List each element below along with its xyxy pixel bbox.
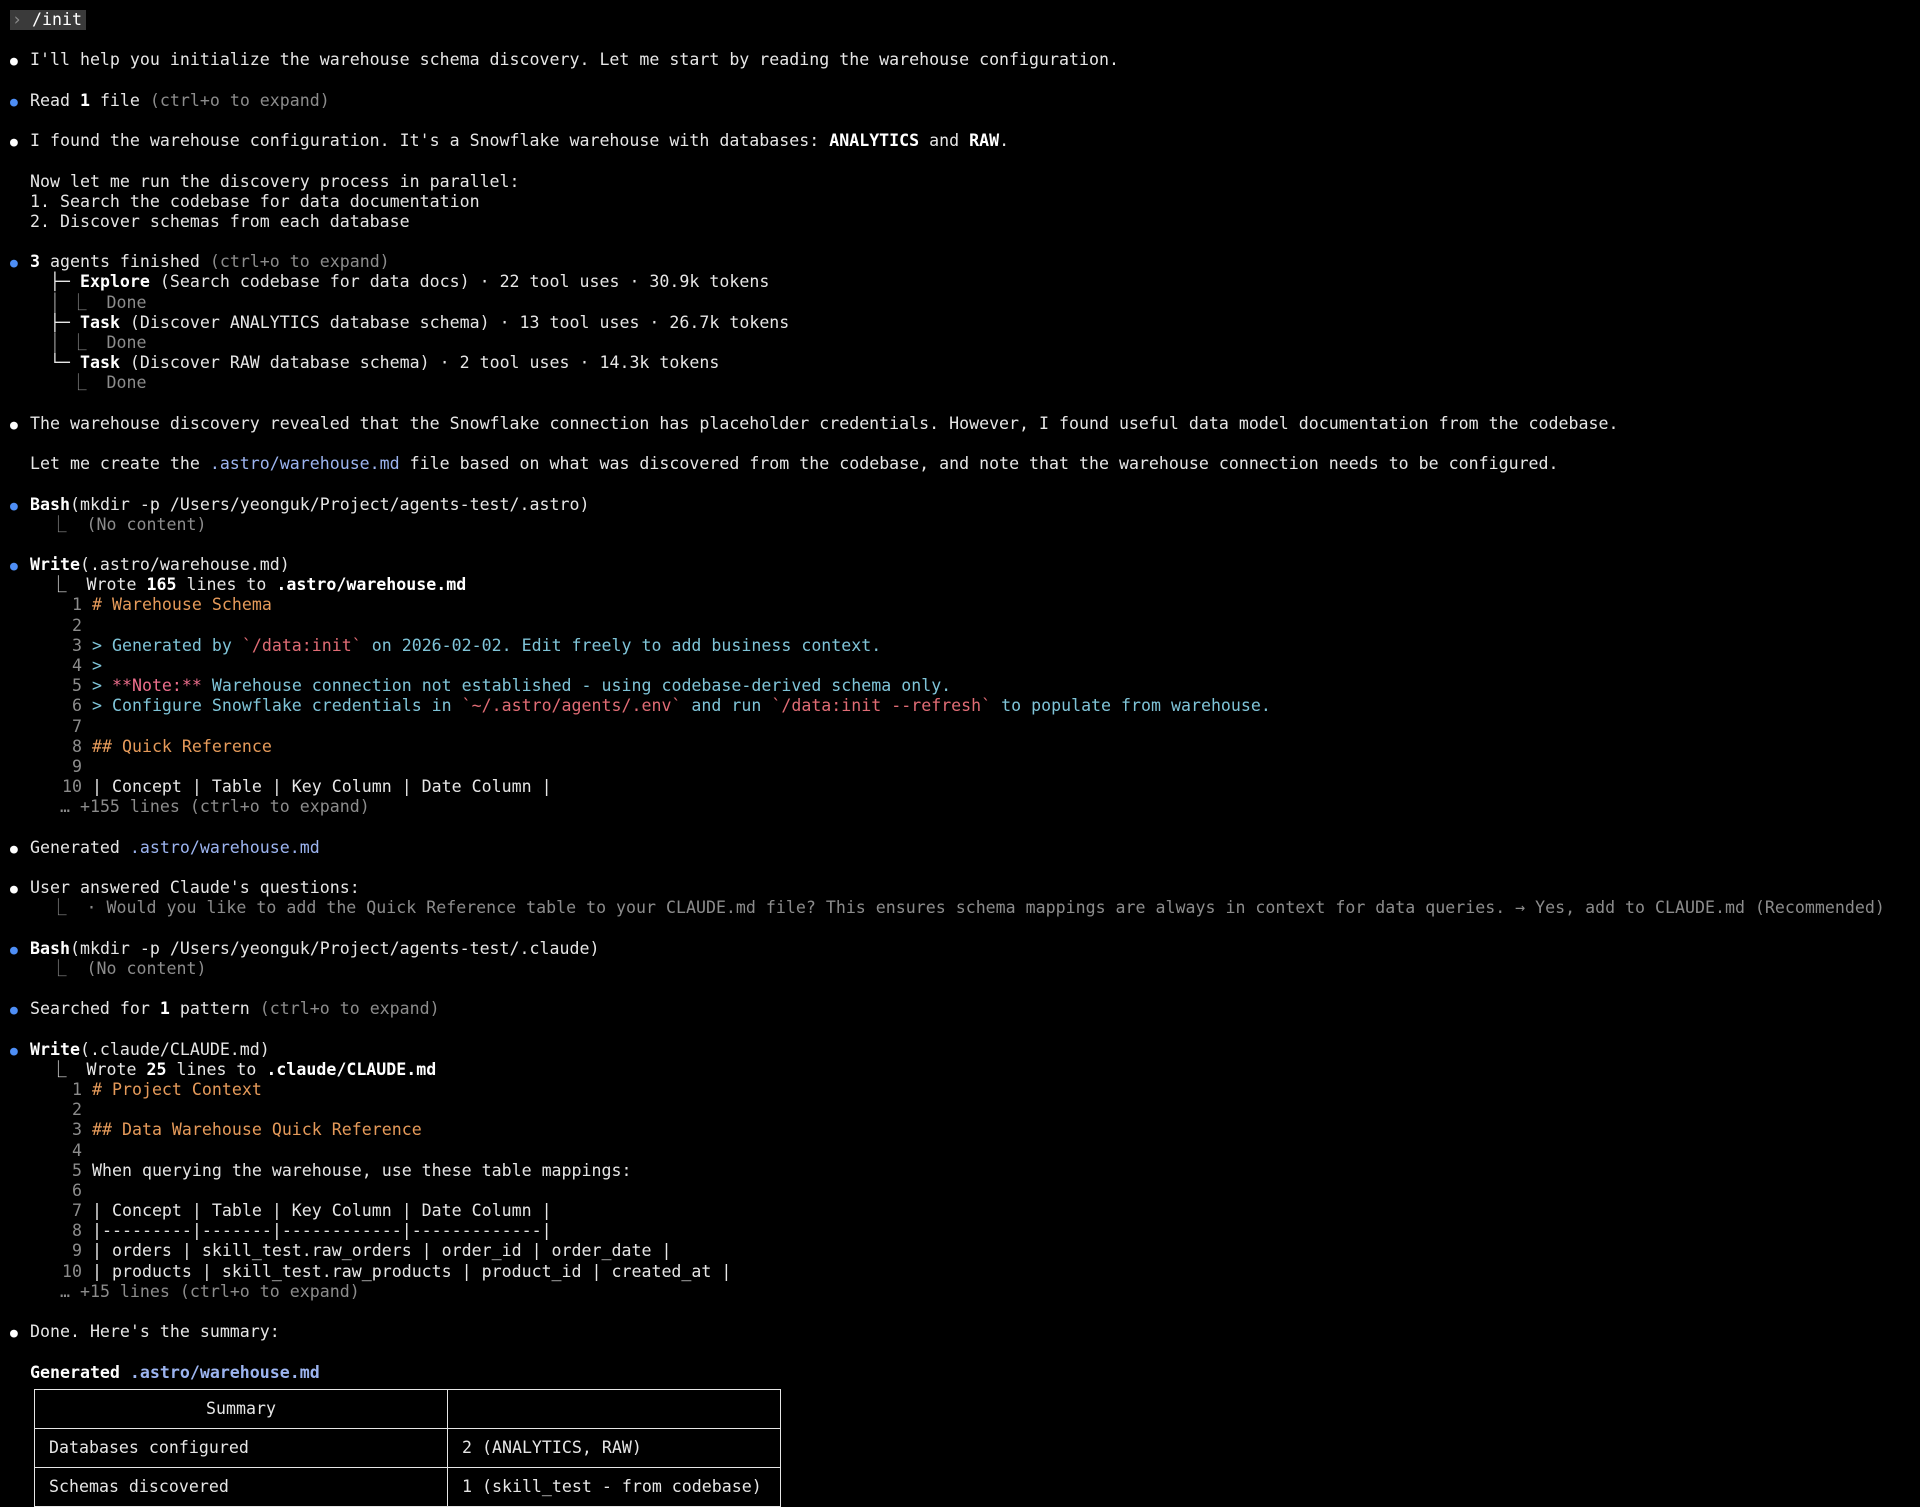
bullet-icon [10, 50, 30, 72]
expand-hint[interactable]: … +155 lines (ctrl+o to expand) [59, 797, 370, 817]
summary-table [34, 1389, 781, 1507]
code-line: 8 ## Quick Reference [72, 736, 272, 756]
table-cell: Schemas discovered [35, 1468, 448, 1507]
code-line: 7 | Concept | Table | Key Column | Date Column | [72, 1201, 552, 1221]
code-line: 9 | orders | skill_test.raw_orders | order_id | order_date | [72, 1241, 672, 1261]
agents-summary[interactable]: ● 3 agents finished (ctrl+o to expand) [10, 252, 1920, 272]
table-cell: 1 (skill_test - from codebase) [448, 1468, 781, 1507]
message-plan-line: 2. Discover schemas from each database [30, 211, 410, 231]
tool-write[interactable]: ● Write(.astro/warehouse.md) [10, 555, 1920, 575]
file-link[interactable]: .astro/warehouse.md [209, 454, 400, 474]
code-line: 8 |---------|-------|------------|-------------| [72, 1221, 552, 1241]
agent-item: ├─ Task (Discover ANALYTICS database schema) · 13 tool uses · 26.7k tokens [49, 312, 790, 332]
agent-status: │ ⎿ Done [49, 333, 147, 352]
tool-read[interactable]: ● Read 1 file (ctrl+o to expand) [10, 91, 1920, 111]
agent-status: │ ⎿ Done [49, 292, 147, 312]
bullet-icon [10, 252, 30, 274]
file-link[interactable]: .astro/warehouse.md [129, 837, 320, 857]
agent-status: ⎿ Done [69, 373, 147, 393]
table-row [35, 1429, 781, 1468]
bullet-icon [10, 999, 30, 1021]
bullet-icon [10, 1322, 30, 1344]
expand-hint[interactable]: … +15 lines (ctrl+o to expand) [59, 1281, 360, 1301]
code-line: 7 [72, 716, 82, 736]
message-done: ● Done. Here's the summary: [10, 1322, 1920, 1342]
message-create: Let me create the .astro/warehouse.md file based on what was discovered from the codebase, and note that the warehouse connection needs to be configured. [30, 454, 1559, 474]
code-line: 5 > **Note:** Warehouse connection not established - using codebase-derived schema only. [72, 676, 952, 696]
code-line: 10 | Concept | Table | Key Column | Date Column | [62, 777, 552, 797]
code-line: 3 > Generated by `/data:init` on 2026-02-02. Edit freely to add business context. [72, 635, 882, 655]
bullet-icon [10, 939, 30, 961]
question-answer: ⎿ · Would you like to add the Quick Reference table to your CLAUDE.md file? This ensures schema mappings are always in context for data queries. → Yes, add to CLAUDE.md (Recommended) [49, 898, 1885, 918]
tool-output: ⎿ (No content) [49, 958, 207, 978]
tool-bash[interactable]: ● Bash(mkdir -p /Users/yeonguk/Project/agents-test/.claude) [10, 939, 1920, 959]
bullet-icon [10, 91, 30, 113]
expand-hint[interactable]: (ctrl+o to expand) [259, 999, 440, 1019]
code-line: 3 ## Data Warehouse Quick Reference [72, 1120, 422, 1140]
prompt-chevron-icon: › [12, 10, 22, 29]
bullet-icon [10, 878, 30, 900]
agent-item: ├─ Explore (Search codebase for data docs) · 22 tool uses · 30.9k tokens [49, 272, 770, 292]
message-plan-line: 1. Search the codebase for data documentation [30, 191, 480, 211]
bullet-icon [10, 555, 30, 577]
code-line: 1 # Warehouse Schema [72, 595, 272, 615]
tool-write[interactable]: ● Write(.claude/CLAUDE.md) [10, 1040, 1920, 1060]
generated-heading: Generated .astro/warehouse.md [30, 1362, 320, 1382]
code-line: 2 [72, 615, 82, 635]
message-intro: ● I'll help you initialize the warehouse schema discovery. Let me start by reading the warehouse configuration. [10, 50, 1920, 70]
code-line: 2 [72, 1100, 82, 1120]
code-line: 4 [72, 1140, 82, 1160]
table-cell: Databases configured [35, 1429, 448, 1468]
code-line: 10 | products | skill_test.raw_products | product_id | created_at | [62, 1261, 732, 1281]
file-link[interactable]: .astro/warehouse.md [129, 1362, 320, 1382]
tool-output: ⎿ (No content) [49, 514, 207, 534]
code-line: 4 > [72, 656, 102, 675]
agent-item: └─ Task (Discover RAW database schema) · 2 tool uses · 14.3k tokens [49, 353, 720, 373]
tool-bash[interactable]: ● Bash(mkdir -p /Users/yeonguk/Project/agents-test/.astro) [10, 495, 1920, 515]
tool-search[interactable]: ● Searched for 1 pattern (ctrl+o to expand) [10, 999, 1920, 1019]
table-header: Summary [35, 1390, 448, 1429]
message-config: ● I found the warehouse configuration. It's a Snowflake warehouse with databases: ANALYTICS and RAW. [10, 131, 1920, 151]
bullet-icon [10, 838, 30, 860]
code-line: 6 [72, 1180, 82, 1200]
expand-hint[interactable]: (ctrl+o to expand) [149, 90, 330, 110]
code-line: 5 When querying the warehouse, use these table mappings: [72, 1160, 632, 1180]
code-line: 9 [72, 756, 82, 776]
message-discovery: ● The warehouse discovery revealed that the Snowflake connection has placeholder credentials. However, I found useful data model documentation from the codebase. [10, 414, 1920, 434]
message-generated: ● Generated .astro/warehouse.md [10, 838, 1920, 858]
message-plan-line: Now let me run the discovery process in parallel: [30, 171, 520, 191]
table-row [35, 1390, 781, 1429]
table-cell: 2 (ANALYTICS, RAW) [448, 1429, 781, 1468]
tool-result: ⎿ Wrote 165 lines to .astro/warehouse.md [49, 575, 467, 595]
table-header [448, 1390, 781, 1429]
table-row [35, 1468, 781, 1507]
tool-result: ⎿ Wrote 25 lines to .claude/CLAUDE.md [49, 1059, 437, 1079]
bullet-icon [10, 495, 30, 517]
bullet-icon [10, 131, 30, 153]
prompt-command: /init [32, 10, 82, 29]
bullet-icon [10, 1040, 30, 1062]
code-line: 1 # Project Context [72, 1079, 262, 1099]
prompt-input[interactable] [10, 10, 86, 30]
message-questions: ● User answered Claude's questions: [10, 878, 1920, 898]
code-line: 6 > Configure Snowflake credentials in `~/.astro/agents/.env` and run `/data:init --refresh` to populate from warehouse. [72, 696, 1271, 716]
bullet-icon [10, 414, 30, 436]
expand-hint[interactable]: (ctrl+o to expand) [209, 252, 390, 272]
prompt-line [10, 10, 1920, 30]
